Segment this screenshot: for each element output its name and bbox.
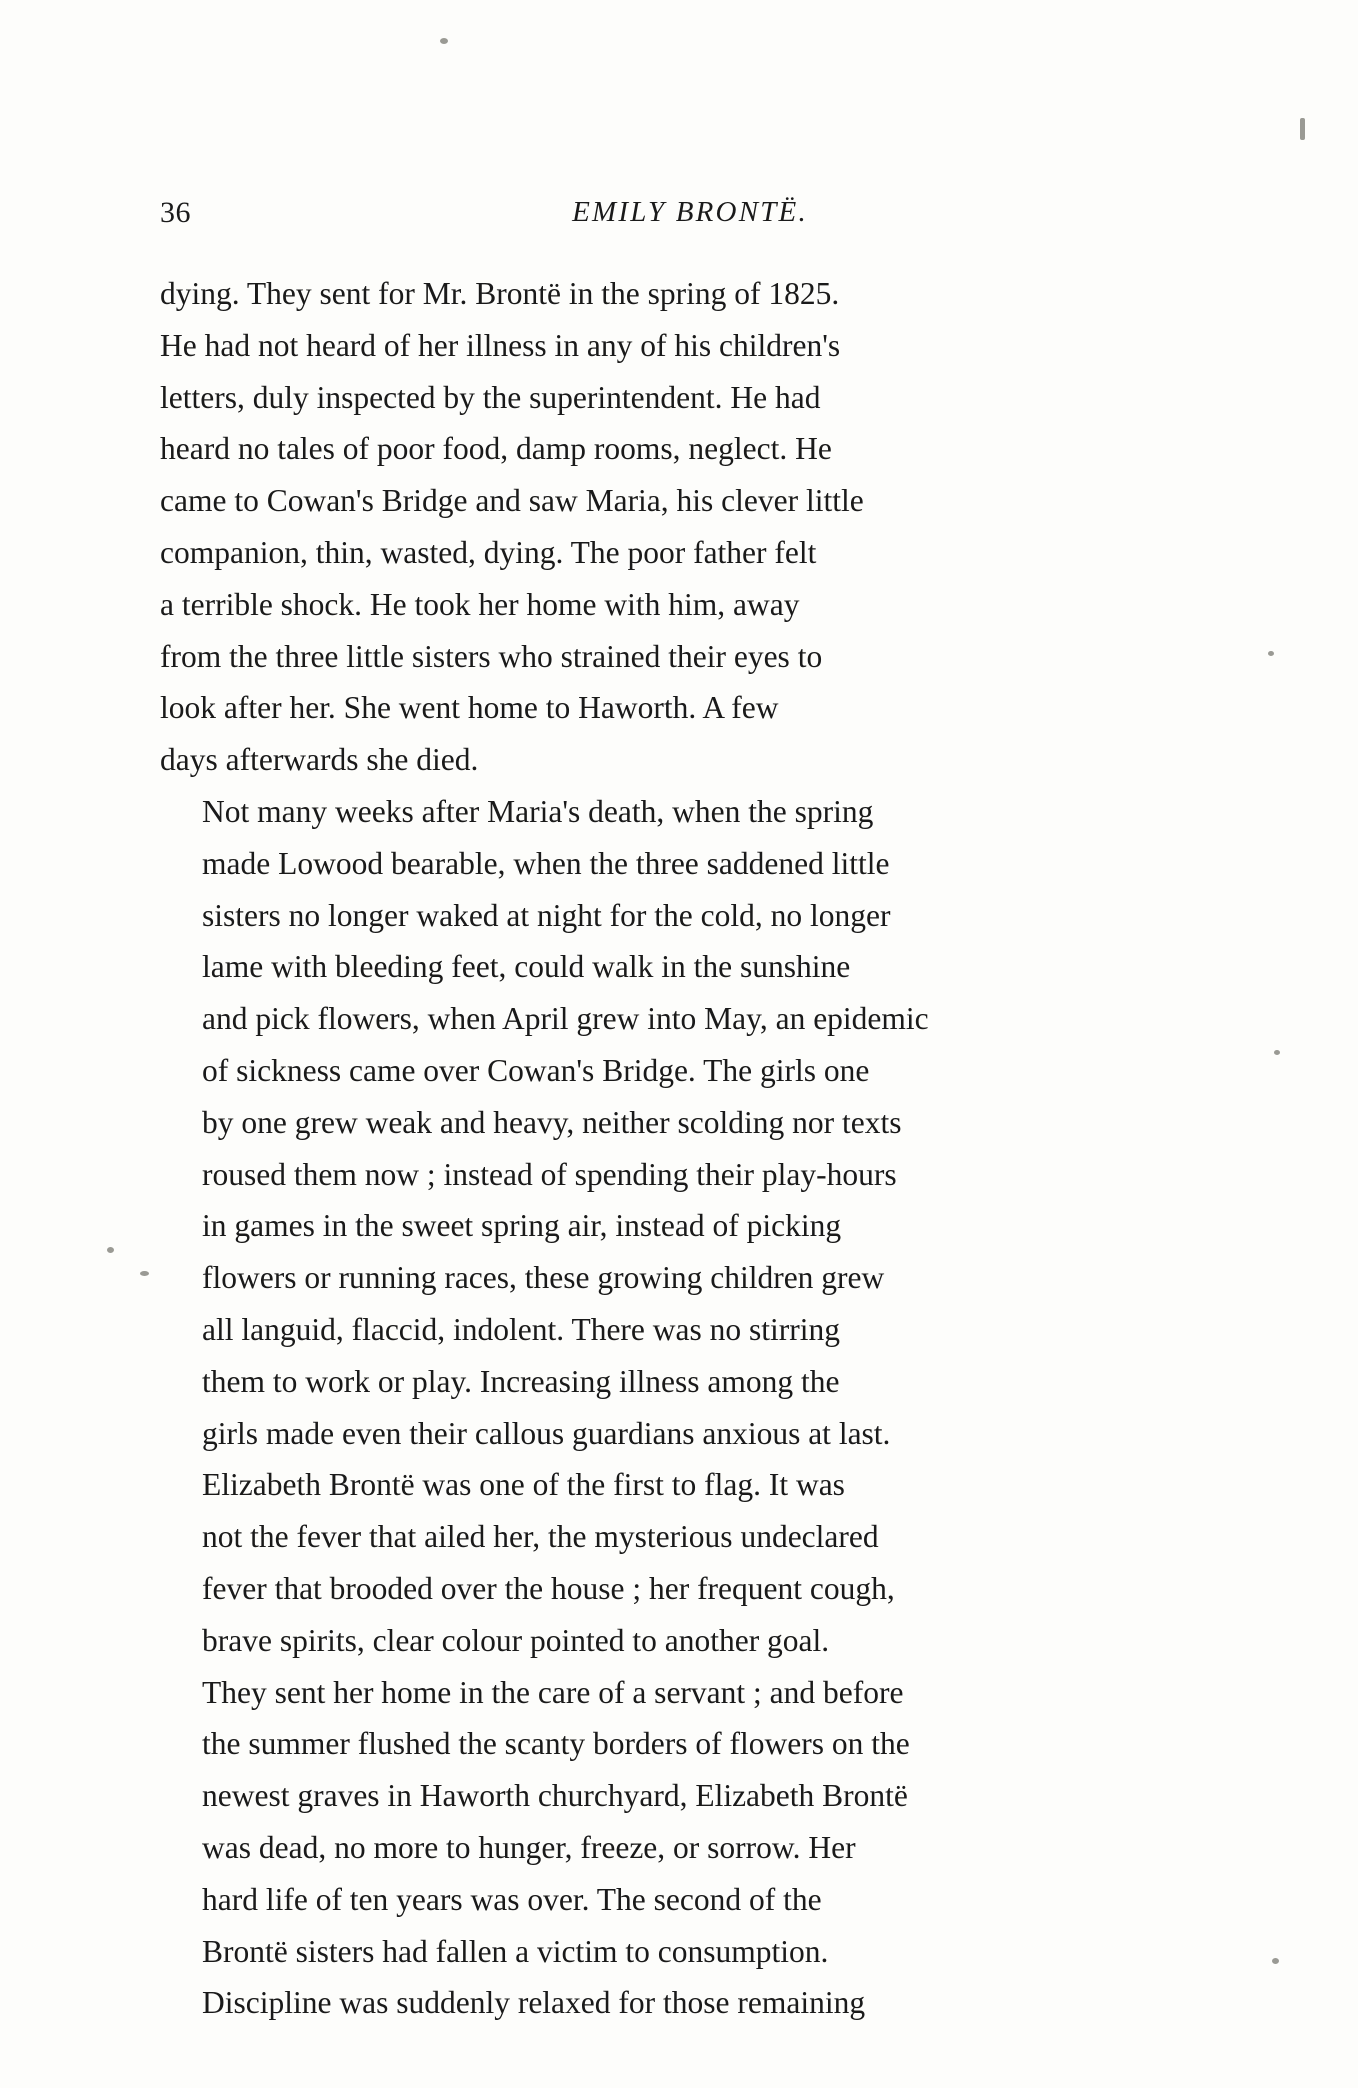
text-line: look after her. She went home to Haworth. A few <box>160 690 779 726</box>
text-line: was dead, no more to hunger, freeze, or sorrow. Her <box>202 1829 856 1865</box>
text-line: made Lowood bearable, when the three saddened little <box>202 845 890 881</box>
text-line: heard no tales of poor food, damp rooms, neglect. He <box>160 431 832 467</box>
paragraph <box>160 1977 1222 2029</box>
text-line: days afterwards she died. <box>160 742 479 778</box>
text-line: all languid, flaccid, indolent. There was no stirring <box>202 1311 840 1347</box>
text-line: a terrible shock. He took her home with him, away <box>160 586 800 622</box>
text-line: not the fever that ailed her, the mysterious undeclared <box>202 1519 879 1555</box>
text-line: from the three little sisters who strained their eyes to <box>160 638 823 674</box>
text-line: Brontë sisters had fallen a victim to consumption. <box>202 1933 829 1969</box>
text-line: lame with bleeding feet, could walk in the sunshine <box>202 949 851 985</box>
page-number: 36 <box>160 196 191 229</box>
paragraph <box>160 786 1222 1977</box>
text-line: them to work or play. Increasing illness among the <box>202 1363 840 1399</box>
text-line: by one grew weak and heavy, neither scolding nor texts <box>202 1104 902 1140</box>
text-line: fever that brooded over the house ; her frequent cough, <box>202 1570 895 1606</box>
text-line: Discipline was suddenly relaxed for those remaining <box>202 1985 866 2021</box>
page-speck <box>440 38 448 44</box>
page-speck <box>140 1271 149 1276</box>
text-line: He had not heard of her illness in any of his children's <box>160 327 841 363</box>
text-line: flowers or running races, these growing children grew <box>202 1260 885 1296</box>
page-speck <box>1272 1958 1279 1964</box>
page-speck <box>1300 118 1305 140</box>
text-line: companion, thin, wasted, dying. The poor father felt <box>160 534 817 570</box>
text-line: They sent her home in the care of a servant ; and before <box>202 1674 904 1710</box>
running-title: EMILY BRONTË. <box>572 196 808 228</box>
text-line: in games in the sweet spring air, instead of picking <box>202 1208 842 1244</box>
text-line: brave spirits, clear colour pointed to another goal. <box>202 1622 830 1658</box>
text-line: sisters no longer waked at night for the cold, no longer <box>202 897 891 933</box>
text-line: newest graves in Haworth churchyard, Elizabeth Brontë <box>202 1778 908 1814</box>
page-speck <box>107 1247 114 1253</box>
page-header <box>160 196 1220 236</box>
page-speck <box>1274 1050 1280 1055</box>
text-line: hard life of ten years was over. The second of the <box>202 1881 822 1917</box>
text-line: roused them now ; instead of spending their play-hours <box>202 1156 897 1192</box>
page-body <box>160 268 1222 2029</box>
text-line: girls made even their callous guardians anxious at last. <box>202 1415 891 1451</box>
text-line: letters, duly inspected by the superintendent. He had <box>160 379 821 415</box>
text-line: Elizabeth Brontë was one of the first to flag. It was <box>202 1467 845 1503</box>
text-line: dying. They sent for Mr. Brontë in the spring of 1825. <box>160 276 840 311</box>
text-line: and pick flowers, when April grew into May, an epidemic <box>202 1001 929 1037</box>
text-line: came to Cowan's Bridge and saw Maria, his clever little <box>160 483 864 519</box>
paragraph <box>160 268 1222 786</box>
text-line: of sickness came over Cowan's Bridge. The girls one <box>202 1052 870 1088</box>
page-speck <box>1268 651 1274 656</box>
text-line: Not many weeks after Maria's death, when the spring <box>202 793 874 829</box>
text-line: the summer flushed the scanty borders of flowers on the <box>202 1726 910 1762</box>
